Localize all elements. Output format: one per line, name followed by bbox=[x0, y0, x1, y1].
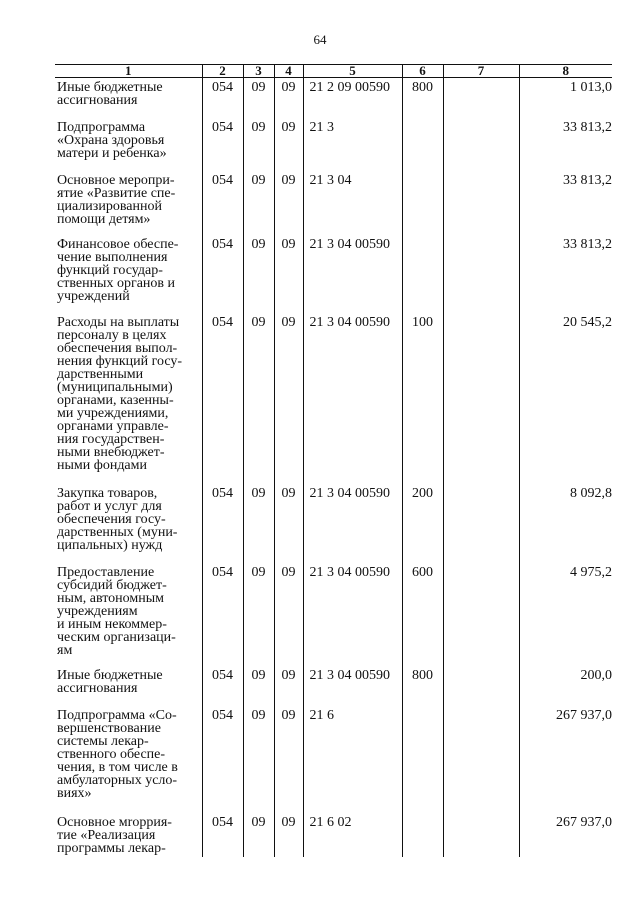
cell-code-3: 09 bbox=[243, 706, 274, 813]
table-row bbox=[55, 313, 612, 484]
header-row bbox=[55, 65, 612, 78]
cell-code-2: 054 bbox=[202, 118, 243, 171]
cell-code-4: 09 bbox=[274, 563, 303, 666]
cell-code-4: 09 bbox=[274, 666, 303, 706]
cell-code-4: 09 bbox=[274, 813, 303, 857]
cell-code-7 bbox=[443, 563, 519, 666]
table-row bbox=[55, 813, 612, 857]
cell-code-7 bbox=[443, 813, 519, 857]
cell-code-7 bbox=[443, 235, 519, 313]
cell-amount: 8 092,8 bbox=[519, 484, 612, 563]
cell-amount: 20 545,2 bbox=[519, 313, 612, 484]
table-row bbox=[55, 563, 612, 666]
cell-amount: 267 937,0 bbox=[519, 813, 612, 857]
row-name: Подпрограмма «Охрана здоровья матери и ребенка» bbox=[55, 118, 202, 171]
cell-code-5: 21 3 04 00590 bbox=[303, 313, 402, 484]
cell-code-3: 09 bbox=[243, 813, 274, 857]
cell-code-3: 09 bbox=[243, 484, 274, 563]
cell-code-7 bbox=[443, 313, 519, 484]
cell-code-2: 054 bbox=[202, 666, 243, 706]
column-header: 2 bbox=[202, 65, 243, 78]
cell-code-3: 09 bbox=[243, 666, 274, 706]
cell-code-6 bbox=[402, 171, 443, 235]
cell-code-7 bbox=[443, 171, 519, 235]
table-row bbox=[55, 78, 612, 118]
cell-code-4: 09 bbox=[274, 118, 303, 171]
cell-code-6: 100 bbox=[402, 313, 443, 484]
cell-code-2: 054 bbox=[202, 484, 243, 563]
cell-code-7 bbox=[443, 706, 519, 813]
column-header: 3 bbox=[243, 65, 274, 78]
column-header: 6 bbox=[402, 65, 443, 78]
cell-code-6 bbox=[402, 118, 443, 171]
row-name: Предоставление субсидий бюджет- ным, автономным учреждениям и иным некоммер- ческим организаци- ям bbox=[55, 563, 202, 666]
cell-code-4: 09 bbox=[274, 706, 303, 813]
cell-code-4: 09 bbox=[274, 313, 303, 484]
column-header: 1 bbox=[55, 65, 202, 78]
cell-code-4: 09 bbox=[274, 484, 303, 563]
cell-code-6: 200 bbox=[402, 484, 443, 563]
table-row bbox=[55, 666, 612, 706]
row-name: Финансовое обеспе- чение выполнения функций государ- ственных органов и учреждений bbox=[55, 235, 202, 313]
cell-code-2: 054 bbox=[202, 706, 243, 813]
cell-code-7 bbox=[443, 666, 519, 706]
cell-code-7 bbox=[443, 78, 519, 118]
cell-code-3: 09 bbox=[243, 118, 274, 171]
cell-code-7 bbox=[443, 484, 519, 563]
cell-code-3: 09 bbox=[243, 78, 274, 118]
page-number: 64 bbox=[313, 32, 327, 47]
cell-code-5: 21 3 04 bbox=[303, 171, 402, 235]
column-header: 7 bbox=[443, 65, 519, 78]
cell-code-6 bbox=[402, 706, 443, 813]
row-name: Подпрограмма «Со- вершенствование системы лекар- ственного обеспе- чения, в том числе в амбулаторных усло- виях» bbox=[55, 706, 202, 813]
table-row bbox=[55, 235, 612, 313]
cell-code-5: 21 3 04 00590 bbox=[303, 235, 402, 313]
column-header: 4 bbox=[274, 65, 303, 78]
cell-code-2: 054 bbox=[202, 235, 243, 313]
cell-code-3: 09 bbox=[243, 313, 274, 484]
row-name: Иные бюджетные ассигнования bbox=[55, 666, 202, 706]
cell-code-5: 21 6 02 bbox=[303, 813, 402, 857]
cell-code-2: 054 bbox=[202, 313, 243, 484]
table-row bbox=[55, 118, 612, 171]
cell-code-6: 600 bbox=[402, 563, 443, 666]
table-row bbox=[55, 171, 612, 235]
cell-code-2: 054 bbox=[202, 171, 243, 235]
cell-code-6 bbox=[402, 235, 443, 313]
cell-amount: 33 813,2 bbox=[519, 235, 612, 313]
row-name: Основное меропри- ятие «Развитие спе- циализированной помощи детям» bbox=[55, 171, 202, 235]
column-header: 5 bbox=[303, 65, 402, 78]
cell-code-6: 800 bbox=[402, 78, 443, 118]
cell-amount: 33 813,2 bbox=[519, 171, 612, 235]
cell-code-5: 21 3 04 00590 bbox=[303, 484, 402, 563]
row-name: Закупка товаров, работ и услуг для обеспечения госу- дарственных (муни- ципальных) нужд bbox=[55, 484, 202, 563]
cell-code-4: 09 bbox=[274, 235, 303, 313]
row-name: Расходы на выплаты персоналу в целях обеспечения выпол- нения функций госу- дарственными (муниципальными) органами, казенны- ми учреждениями, органами управле- ния государствен- ными внебюджет- ными фондами bbox=[55, 313, 202, 484]
row-name: Иные бюджетные ассигнования bbox=[55, 78, 202, 118]
cell-code-2: 054 bbox=[202, 813, 243, 857]
cell-code-5: 21 3 04 00590 bbox=[303, 563, 402, 666]
cell-code-5: 21 3 04 00590 bbox=[303, 666, 402, 706]
cell-code-4: 09 bbox=[274, 78, 303, 118]
cell-code-7 bbox=[443, 118, 519, 171]
cell-amount: 4 975,2 bbox=[519, 563, 612, 666]
table-row bbox=[55, 706, 612, 813]
cell-code-5: 21 2 09 00590 bbox=[303, 78, 402, 118]
cell-code-5: 21 6 bbox=[303, 706, 402, 813]
cell-code-5: 21 3 bbox=[303, 118, 402, 171]
cell-code-6 bbox=[402, 813, 443, 857]
table-row bbox=[55, 484, 612, 563]
cell-amount: 267 937,0 bbox=[519, 706, 612, 813]
cell-amount: 200,0 bbox=[519, 666, 612, 706]
cell-code-2: 054 bbox=[202, 563, 243, 666]
cell-code-3: 09 bbox=[243, 563, 274, 666]
cell-code-2: 054 bbox=[202, 78, 243, 118]
column-header: 8 bbox=[519, 65, 612, 78]
cell-amount: 1 013,0 bbox=[519, 78, 612, 118]
row-name: Основное мropрия- тие «Реализация программы лекар- bbox=[55, 813, 202, 857]
cell-code-6: 800 bbox=[402, 666, 443, 706]
budget-table bbox=[55, 64, 612, 857]
cell-code-3: 09 bbox=[243, 235, 274, 313]
cell-code-4: 09 bbox=[274, 171, 303, 235]
cell-code-3: 09 bbox=[243, 171, 274, 235]
cell-amount: 33 813,2 bbox=[519, 118, 612, 171]
